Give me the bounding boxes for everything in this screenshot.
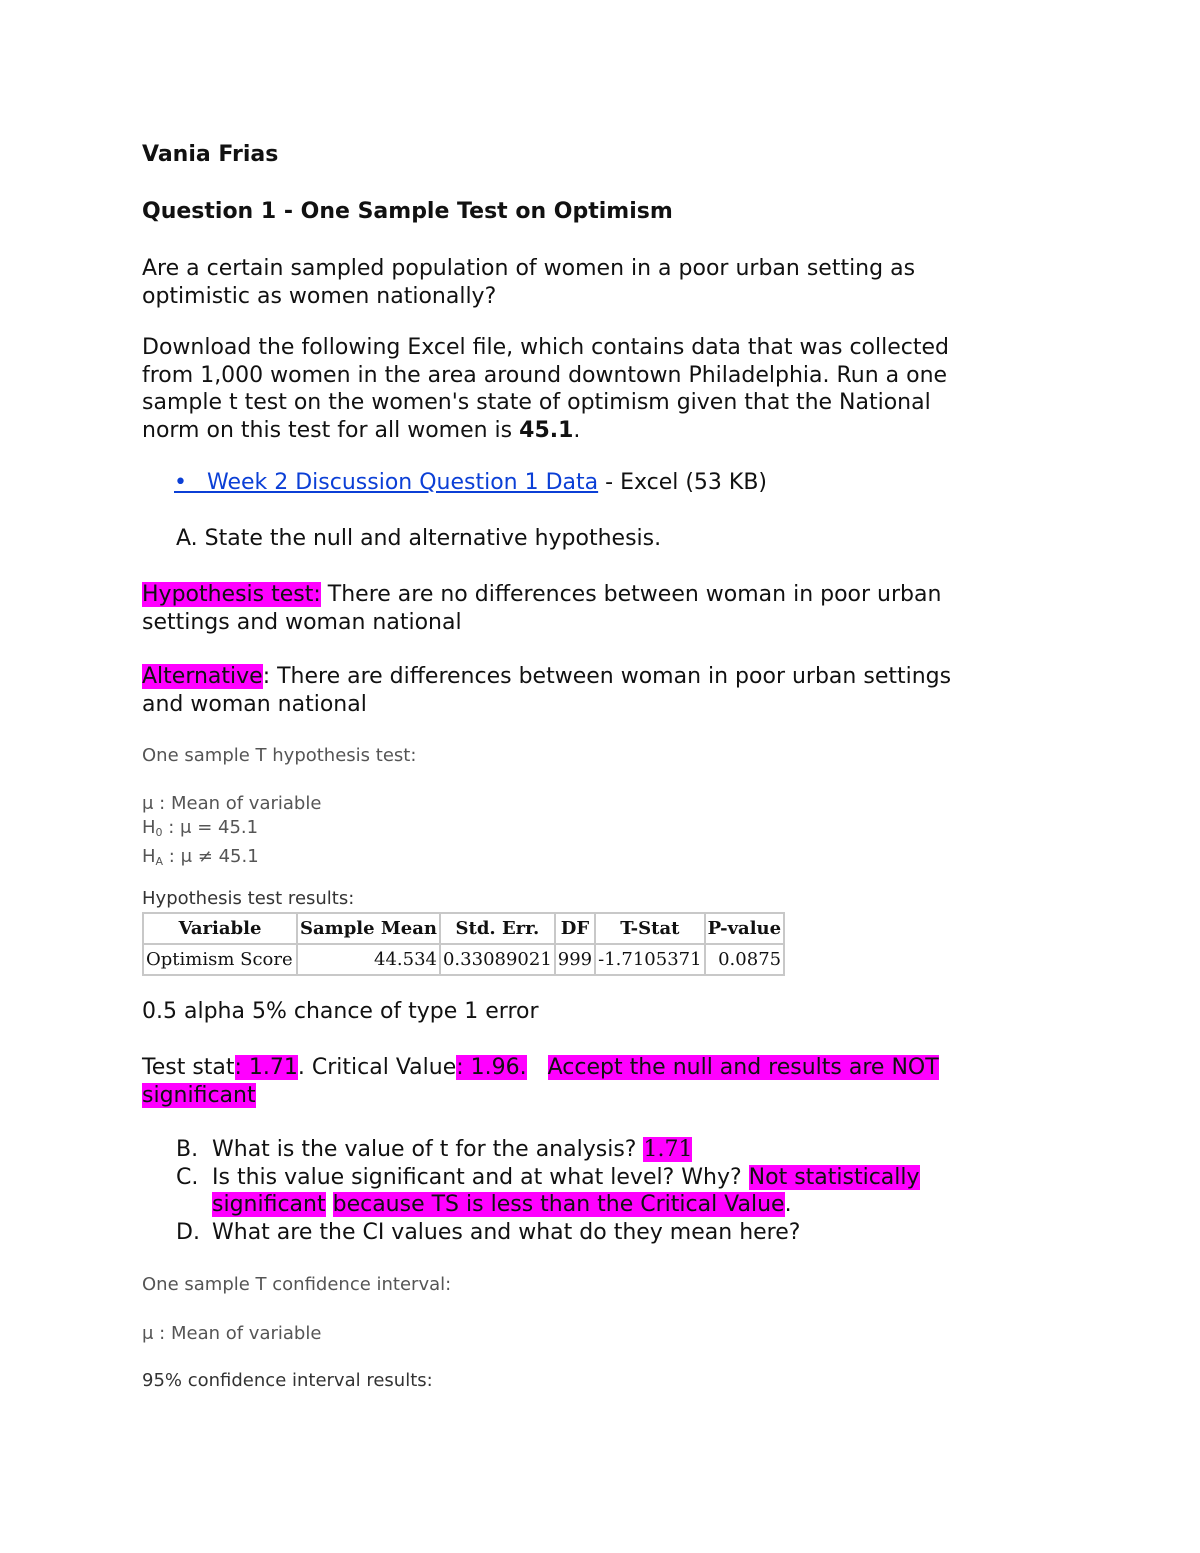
mu-definition: μ : Mean of variable (142, 793, 322, 814)
h0-line: $H_0$ : μ = 45.1 (142, 817, 259, 839)
answer-b: 1.71 (643, 1137, 693, 1162)
null-label: Hypothesis test: (142, 582, 321, 607)
link-spacer[interactable] (186, 470, 207, 495)
download-line: Download the following Excel file, which contains data that was collected (142, 335, 949, 360)
cell-sample-mean: 44.534 (297, 944, 440, 975)
conclusion: Accept the null and results are NOT (547, 1055, 939, 1080)
question-d: D. What are the CI values and what do they mean here? (176, 1219, 801, 1245)
alt-label: Alternative (142, 664, 263, 689)
test-stat-paragraph (142, 1054, 1042, 1109)
intro-paragraph (142, 255, 1042, 310)
null-text: settings and woman national (142, 609, 462, 635)
answer-c: Not statistically (748, 1164, 920, 1190)
cell-variable: Optimism Score (143, 944, 297, 975)
question-list (142, 1136, 920, 1246)
file-info: - Excel (53 KB) (598, 470, 768, 495)
intro-line: Are a certain sampled population of women in a poor urban setting as (142, 256, 916, 281)
results-table (142, 912, 785, 976)
critical-value-label: . Critical Value (297, 1055, 457, 1080)
download-line: from 1,000 women in the area around downtown Philadelphia. Run a one (142, 362, 948, 388)
alternative-hypothesis (142, 663, 1042, 718)
author-name: Vania Frias (142, 142, 279, 167)
question-b: B. What is the value of t for the analysis? 1.71 (176, 1137, 693, 1162)
download-line: sample t test on the women's state of optimism given that the National (142, 390, 931, 415)
download-line (142, 417, 1042, 445)
cell-p-value: 0.0875 (705, 944, 785, 975)
data-file-link[interactable]: Week 2 Discussion Question 1 Data (206, 470, 599, 495)
col-p-value: P-value (705, 913, 785, 944)
table-header-row (143, 913, 784, 944)
results-heading: Hypothesis test results: (142, 888, 355, 909)
ci-mu-definition: μ : Mean of variable (142, 1323, 322, 1344)
cell-t-stat: -1.7105371 (595, 944, 704, 975)
col-t-stat: T-Stat (595, 913, 704, 944)
table-row (143, 944, 784, 975)
question-c: C. Is this value significant and at what level? Why? Not statistically significant because TS is less than the Critical Value. (176, 1164, 920, 1217)
period: . (573, 417, 581, 443)
alt-text: and woman national (142, 691, 367, 717)
cell-df: 999 (555, 944, 595, 975)
norm-value: 45.1 (519, 417, 574, 443)
col-df: DF (555, 913, 595, 944)
question-title: Question 1 - One Sample Test on Optimism (142, 199, 673, 224)
ci-heading: One sample T confidence interval: (142, 1274, 452, 1295)
alt-text: : There are differences between woman in poor urban settings (262, 664, 952, 689)
intro-line: optimistic as women nationally? (142, 283, 497, 309)
test-heading: One sample T hypothesis test: (142, 745, 417, 766)
answer-c: significant (212, 1192, 326, 1217)
col-sample-mean: Sample Mean (297, 913, 440, 944)
download-paragraph (142, 334, 1042, 444)
question-a: A. State the null and alternative hypothesis. (176, 526, 662, 551)
bullet-icon: • (174, 470, 187, 495)
null-text: There are no differences between woman in poor urban (320, 582, 942, 607)
norm-text: norm on this test for all women is (142, 417, 520, 443)
ha-line: $H_A$ : μ ≠ 45.1 (142, 846, 259, 868)
test-stat-label: Test stat (142, 1055, 235, 1080)
cell-std-err: 0.33089021 (440, 944, 555, 975)
col-std-err: Std. Err. (440, 913, 555, 944)
alpha-line: 0.5 alpha 5% chance of type 1 error (142, 999, 539, 1024)
null-hypothesis (142, 581, 1042, 636)
hypothesis-definitions (142, 792, 1042, 874)
test-stat-value: : 1.71 (234, 1055, 298, 1080)
critical-value: : 1.96. (456, 1055, 527, 1080)
answer-c: because TS is less than the Critical Value (332, 1192, 785, 1217)
attachment-item (174, 470, 1074, 495)
ci-results-heading: 95% confidence interval results: (142, 1370, 433, 1391)
col-variable: Variable (143, 913, 297, 944)
conclusion: significant (142, 1082, 256, 1108)
